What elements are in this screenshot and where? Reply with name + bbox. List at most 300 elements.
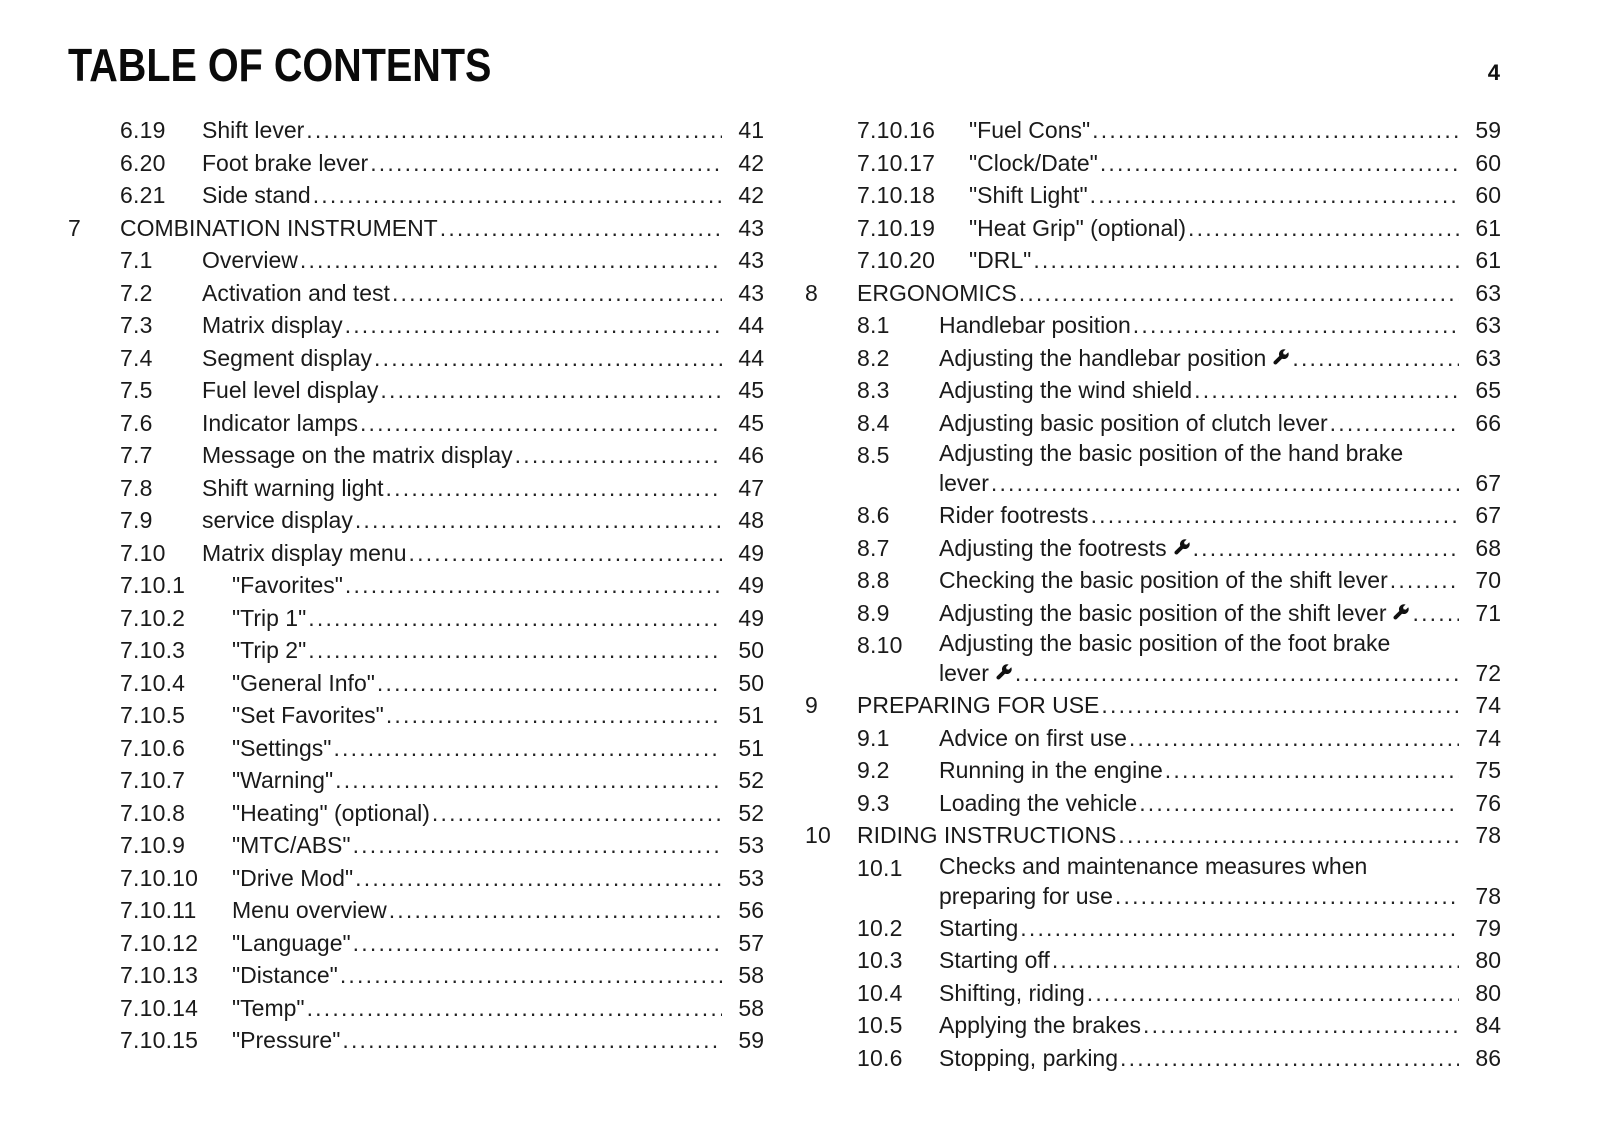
dot-leader xyxy=(1087,977,1459,1010)
section-title: ERGONOMICS xyxy=(857,279,1017,306)
section-title: Applying the brakes xyxy=(939,1012,1142,1038)
entry-line xyxy=(939,722,1501,755)
dot-leader xyxy=(360,407,722,440)
section-title: "Clock/Date" xyxy=(969,149,1098,176)
section-title: "Drive Mod" xyxy=(232,864,354,891)
page-ref: 51 xyxy=(738,702,764,728)
entry-line xyxy=(202,179,764,212)
section-title: "DRL" xyxy=(969,247,1032,273)
section-title: Adjusting basic position of clutch lever xyxy=(939,409,1328,436)
toc-entry[interactable] xyxy=(68,309,764,342)
toc-entry[interactable] xyxy=(68,342,764,375)
section-number: 8.2 xyxy=(857,344,890,371)
dot-leader xyxy=(515,439,722,472)
section-title: Side stand xyxy=(202,182,311,208)
dot-leader xyxy=(1090,179,1459,212)
section-number: 7 xyxy=(68,214,81,241)
page-ref: 79 xyxy=(1475,914,1501,941)
toc-entry[interactable] xyxy=(805,499,1501,532)
section-title: Segment display xyxy=(202,344,373,371)
section-title: "Fuel Cons" xyxy=(969,117,1091,143)
page-ref: 51 xyxy=(738,734,764,761)
section-number: 7.10.2 xyxy=(120,604,186,631)
entry-line xyxy=(232,829,764,862)
entry-line xyxy=(232,699,764,732)
toc-entry[interactable] xyxy=(805,244,1501,277)
entry-line xyxy=(202,504,764,537)
entry-line-2 xyxy=(939,467,1501,499)
page-ref: 46 xyxy=(738,442,764,468)
toc-entry[interactable] xyxy=(68,992,764,1025)
section-number: 7.10.5 xyxy=(120,702,186,728)
section-number: 6.20 xyxy=(120,149,166,176)
entry-line xyxy=(202,147,764,180)
page-ref: 84 xyxy=(1475,1012,1501,1038)
toc-entry[interactable] xyxy=(68,732,764,765)
entry-lines xyxy=(939,439,1501,499)
entry-line xyxy=(939,407,1501,440)
page-ref: 74 xyxy=(1475,724,1501,751)
page-ref: 61 xyxy=(1475,247,1501,273)
toc-entry[interactable] xyxy=(68,602,764,635)
section-number: 10.5 xyxy=(857,1012,903,1038)
section-title: Stopping, parking xyxy=(939,1044,1119,1071)
dot-leader xyxy=(991,467,1459,499)
toc-entry[interactable] xyxy=(805,147,1501,180)
section-title: service display xyxy=(202,507,353,533)
toc-entry[interactable] xyxy=(805,374,1501,407)
toc-entry[interactable] xyxy=(805,309,1501,342)
dot-leader xyxy=(1390,564,1459,597)
section-title: Adjusting the basic position of the foot brake xyxy=(939,630,1391,656)
section-title: Checking the basic position of the shift lever xyxy=(939,567,1388,593)
toc-right-column xyxy=(805,114,1501,1074)
dot-leader xyxy=(380,374,722,407)
toc-entry[interactable] xyxy=(68,407,764,440)
page-ref: 66 xyxy=(1475,409,1501,436)
toc-entry[interactable] xyxy=(68,439,764,472)
section-title: Starting xyxy=(939,914,1019,941)
toc-entry[interactable] xyxy=(68,569,764,602)
entry-line xyxy=(232,634,764,667)
dot-leader xyxy=(432,797,722,830)
section-number: 7.10.16 xyxy=(857,117,936,143)
toc-entry[interactable] xyxy=(805,1042,1501,1075)
page-ref: 80 xyxy=(1475,979,1501,1006)
page-ref: 58 xyxy=(738,994,764,1021)
page-ref: 44 xyxy=(738,344,764,371)
dot-leader xyxy=(1188,212,1459,245)
section-number: 7.10.3 xyxy=(120,637,186,663)
section-number: 7.10.7 xyxy=(120,767,186,793)
page-ref: 80 xyxy=(1475,947,1501,973)
section-title: "Shift Light" xyxy=(969,182,1088,208)
entry-line xyxy=(202,277,764,310)
entry-line-2 xyxy=(939,880,1501,912)
toc-entry[interactable] xyxy=(805,277,1501,310)
section-number: 6.19 xyxy=(120,117,166,143)
entry-lines xyxy=(939,852,1501,912)
dot-leader xyxy=(377,667,722,700)
section-number: 8.4 xyxy=(857,409,890,436)
page-ref: 72 xyxy=(1475,660,1501,686)
dot-leader xyxy=(409,537,722,570)
entry-line xyxy=(969,114,1501,147)
toc-entry[interactable] xyxy=(68,114,764,147)
section-number: 7.2 xyxy=(120,279,153,306)
page-ref: 50 xyxy=(738,669,764,696)
entry-line xyxy=(969,212,1501,245)
page-ref: 59 xyxy=(1475,117,1501,143)
dot-leader xyxy=(1101,689,1459,722)
section-number: 7.10.14 xyxy=(120,994,199,1021)
entry-line xyxy=(232,992,764,1025)
dot-leader xyxy=(308,634,722,667)
entry-line xyxy=(939,754,1501,787)
section-title: Adjusting the handlebar position xyxy=(939,344,1267,371)
entry-line xyxy=(939,1042,1501,1075)
section-number: 7.8 xyxy=(120,474,153,501)
toc-entry[interactable] xyxy=(68,147,764,180)
toc-entry[interactable] xyxy=(68,374,764,407)
page-ref: 63 xyxy=(1475,312,1501,338)
page-ref: 67 xyxy=(1475,502,1501,528)
wrench-icon xyxy=(1173,538,1191,556)
dot-leader xyxy=(1020,912,1459,945)
dot-leader xyxy=(386,699,722,732)
dot-leader xyxy=(370,147,722,180)
section-title: Foot brake lever xyxy=(202,149,369,176)
toc-entry[interactable] xyxy=(68,894,764,927)
toc-entry[interactable] xyxy=(805,1009,1501,1042)
entry-line xyxy=(202,114,764,147)
dot-leader xyxy=(1015,657,1459,689)
entry-line xyxy=(939,499,1501,532)
dot-leader xyxy=(1143,1009,1459,1042)
entry-line xyxy=(202,537,764,570)
page-ref: 45 xyxy=(738,409,764,436)
dot-leader xyxy=(353,829,722,862)
section-title: "MTC/ABS" xyxy=(232,832,351,858)
section-number: 8.1 xyxy=(857,312,890,338)
wrench-icon xyxy=(995,663,1013,681)
section-number: 9.2 xyxy=(857,757,890,783)
toc-entry[interactable] xyxy=(805,787,1501,820)
section-title: Adjusting the wind shield xyxy=(939,377,1193,403)
entry-line xyxy=(857,277,1501,310)
section-title: "Language" xyxy=(232,929,351,956)
entry-line xyxy=(232,894,764,927)
entry-line xyxy=(202,407,764,440)
page-ref: 57 xyxy=(738,929,764,956)
toc-entry[interactable] xyxy=(68,959,764,992)
toc-entry[interactable] xyxy=(68,277,764,310)
page-ref: 53 xyxy=(738,864,764,891)
section-title: Handlebar position xyxy=(939,312,1131,338)
entry-line xyxy=(939,564,1501,597)
wrench-icon xyxy=(1272,348,1290,366)
section-number: 7.6 xyxy=(120,409,153,436)
toc-entry[interactable] xyxy=(805,977,1501,1010)
section-title: Message on the matrix display xyxy=(202,442,513,468)
entry-lines xyxy=(939,629,1501,689)
section-number: 10 xyxy=(805,822,831,848)
wrench-icon xyxy=(1392,603,1410,621)
section-title: Starting off xyxy=(939,947,1050,973)
dot-leader xyxy=(355,504,722,537)
toc-entry[interactable] xyxy=(805,912,1501,945)
toc-entry[interactable] xyxy=(68,537,764,570)
page-ref: 47 xyxy=(738,474,764,501)
section-number: 10.1 xyxy=(857,854,903,881)
toc-entry[interactable] xyxy=(68,634,764,667)
section-number: 7.10.9 xyxy=(120,832,186,858)
toc-entry[interactable] xyxy=(805,944,1501,977)
entry-line xyxy=(202,439,764,472)
toc-entry[interactable] xyxy=(805,689,1501,722)
page-ref: 59 xyxy=(738,1027,764,1053)
page-ref: 53 xyxy=(738,832,764,858)
section-number: 9.1 xyxy=(857,724,890,751)
toc-entry[interactable] xyxy=(805,852,1501,912)
toc-entry[interactable] xyxy=(805,342,1501,375)
entry-line xyxy=(969,147,1501,180)
entry-line xyxy=(939,309,1501,342)
section-title: Matrix display menu xyxy=(202,539,407,566)
dot-leader xyxy=(1193,532,1459,565)
section-title: Running in the engine xyxy=(939,757,1163,783)
dot-leader xyxy=(392,277,722,310)
toc-entry[interactable] xyxy=(805,819,1501,852)
toc-entry[interactable] xyxy=(805,597,1501,630)
section-title: "Trip 1" xyxy=(232,604,307,631)
toc-entry[interactable] xyxy=(68,1024,764,1057)
entry-line xyxy=(939,342,1501,375)
section-number: 8.3 xyxy=(857,377,890,403)
section-title: Shifting, riding xyxy=(939,979,1085,1006)
page-ref: 44 xyxy=(738,312,764,338)
page-ref: 52 xyxy=(738,799,764,826)
section-title-continued: preparing for use xyxy=(939,882,1113,909)
entry-line xyxy=(939,597,1501,630)
entry-line xyxy=(939,374,1501,407)
entry-line xyxy=(232,602,764,635)
entry-line xyxy=(939,912,1501,945)
section-title: Indicator lamps xyxy=(202,409,358,436)
dot-leader xyxy=(374,342,722,375)
toc-entry[interactable] xyxy=(68,862,764,895)
section-title: Adjusting the footrests xyxy=(939,534,1167,561)
toc-entry[interactable] xyxy=(805,212,1501,245)
toc-entry[interactable] xyxy=(68,764,764,797)
page-ref: 52 xyxy=(738,767,764,793)
dot-leader xyxy=(355,862,722,895)
page-ref: 63 xyxy=(1475,344,1501,371)
section-title: Loading the vehicle xyxy=(939,789,1138,816)
toc-entry[interactable] xyxy=(68,927,764,960)
section-number: 8 xyxy=(805,279,818,306)
dot-leader xyxy=(335,764,722,797)
entry-line xyxy=(202,472,764,505)
toc-entry[interactable] xyxy=(805,439,1501,499)
section-number: 7.4 xyxy=(120,344,153,371)
section-title: Adjusting the basic position of the shift lever xyxy=(939,599,1387,626)
toc-entry[interactable] xyxy=(68,699,764,732)
section-title: Overview xyxy=(202,247,298,273)
dot-leader xyxy=(1194,374,1459,407)
section-title: "Temp" xyxy=(232,994,305,1021)
page-ref: 65 xyxy=(1475,377,1501,403)
toc-entry[interactable] xyxy=(805,754,1501,787)
page-ref: 68 xyxy=(1475,534,1501,561)
dot-leader xyxy=(1091,499,1459,532)
dot-leader xyxy=(345,569,722,602)
dot-leader xyxy=(345,309,722,342)
page-ref: 49 xyxy=(738,539,764,566)
page-ref: 43 xyxy=(738,279,764,306)
page-ref: 43 xyxy=(738,247,764,273)
section-title: RIDING INSTRUCTIONS xyxy=(857,822,1117,848)
page-title: TABLE OF CONTENTS xyxy=(68,39,492,91)
dot-leader xyxy=(306,114,722,147)
dot-leader xyxy=(440,212,722,245)
section-number: 7.10 xyxy=(120,539,166,566)
section-title: PREPARING FOR USE xyxy=(857,692,1100,718)
section-number: 7.10.17 xyxy=(857,149,936,176)
toc-entry[interactable] xyxy=(68,472,764,505)
toc-entry[interactable] xyxy=(68,829,764,862)
dot-leader xyxy=(1133,309,1459,342)
toc-entry[interactable] xyxy=(805,179,1501,212)
page-ref: 76 xyxy=(1475,789,1501,816)
page-ref: 86 xyxy=(1475,1044,1501,1071)
dot-leader xyxy=(307,992,722,1025)
toc-entry[interactable] xyxy=(68,244,764,277)
section-number: 7.10.12 xyxy=(120,929,199,956)
toc-entry[interactable] xyxy=(68,504,764,537)
page-ref: 48 xyxy=(738,507,764,533)
section-title: COMBINATION INSTRUMENT xyxy=(120,214,438,241)
section-title: Shift warning light xyxy=(202,474,384,501)
section-number: 7.10.10 xyxy=(120,864,199,891)
dot-leader xyxy=(1330,407,1459,440)
section-number: 7.10.1 xyxy=(120,572,186,598)
page-ref: 42 xyxy=(738,182,764,208)
page-ref: 61 xyxy=(1475,214,1501,241)
section-number: 7.10.20 xyxy=(857,247,936,273)
toc-left-column xyxy=(68,114,764,1057)
dot-leader xyxy=(1139,787,1459,820)
page-ref: 70 xyxy=(1475,567,1501,593)
dot-leader xyxy=(1165,754,1459,787)
section-number: 7.10.19 xyxy=(857,214,936,241)
section-title-continued: lever xyxy=(939,470,989,496)
toc-entry[interactable] xyxy=(68,179,764,212)
toc-entry[interactable] xyxy=(805,629,1501,689)
dot-leader xyxy=(1292,342,1459,375)
dot-leader xyxy=(313,179,722,212)
section-number: 7.10.13 xyxy=(120,962,199,988)
section-number: 8.6 xyxy=(857,502,890,528)
entry-line xyxy=(232,959,764,992)
section-number: 7.5 xyxy=(120,377,153,403)
toc-entry[interactable] xyxy=(805,564,1501,597)
dot-leader xyxy=(353,927,722,960)
dot-leader xyxy=(1100,147,1459,180)
entry-line xyxy=(232,764,764,797)
toc-entry[interactable] xyxy=(68,797,764,830)
entry-line xyxy=(857,689,1501,722)
section-title: Adjusting the basic position of the hand brake xyxy=(939,440,1404,466)
section-title: "Warning" xyxy=(232,767,334,793)
section-number: 7.10.8 xyxy=(120,799,186,826)
section-number: 8.9 xyxy=(857,599,890,626)
entry-line xyxy=(202,244,764,277)
section-number: 8.10 xyxy=(857,632,903,658)
entry-line xyxy=(939,944,1501,977)
section-number: 8.8 xyxy=(857,567,890,593)
section-title: Fuel level display xyxy=(202,377,379,403)
page-ref: 43 xyxy=(738,214,764,241)
entry-line xyxy=(939,977,1501,1010)
entry-line xyxy=(232,1024,764,1057)
section-title: "Settings" xyxy=(232,734,332,761)
entry-line xyxy=(120,212,764,245)
toc-entry[interactable] xyxy=(68,212,764,245)
dot-leader xyxy=(386,472,722,505)
page-ref: 58 xyxy=(738,962,764,988)
entry-line xyxy=(939,1009,1501,1042)
dot-leader xyxy=(1129,722,1459,755)
section-title: Checks and maintenance measures when xyxy=(939,852,1368,879)
page-ref: 49 xyxy=(738,604,764,631)
dot-leader xyxy=(342,1024,722,1057)
entry-line xyxy=(232,569,764,602)
section-number: 7.10.11 xyxy=(120,897,197,923)
entry-line xyxy=(202,309,764,342)
page-ref: 42 xyxy=(738,149,764,176)
dot-leader xyxy=(1019,277,1459,310)
entry-line xyxy=(202,342,764,375)
dot-leader xyxy=(1052,944,1459,977)
section-number: 7.7 xyxy=(120,442,153,468)
page-ref: 75 xyxy=(1475,757,1501,783)
section-number: 8.7 xyxy=(857,534,890,561)
page-ref: 50 xyxy=(738,637,764,663)
dot-leader xyxy=(1120,1042,1459,1075)
toc-entry[interactable] xyxy=(805,532,1501,565)
page-ref: 78 xyxy=(1475,882,1501,909)
toc-entry[interactable] xyxy=(805,114,1501,147)
section-title: "General Info" xyxy=(232,669,375,696)
section-title: "Pressure" xyxy=(232,1027,341,1053)
section-number: 7.10.15 xyxy=(120,1027,199,1053)
toc-entry[interactable] xyxy=(805,722,1501,755)
section-number: 9.3 xyxy=(857,789,890,816)
toc-entry[interactable] xyxy=(68,667,764,700)
section-number: 6.21 xyxy=(120,182,166,208)
section-title-continued: lever xyxy=(939,660,989,686)
dot-leader xyxy=(308,602,722,635)
page-ref: 41 xyxy=(738,117,764,143)
section-number: 10.2 xyxy=(857,914,903,941)
entry-line xyxy=(969,244,1501,277)
dot-leader xyxy=(300,244,722,277)
section-number: 7.1 xyxy=(120,247,153,273)
toc-entry[interactable] xyxy=(805,407,1501,440)
page-ref: 67 xyxy=(1475,470,1501,496)
entry-line xyxy=(857,819,1501,852)
